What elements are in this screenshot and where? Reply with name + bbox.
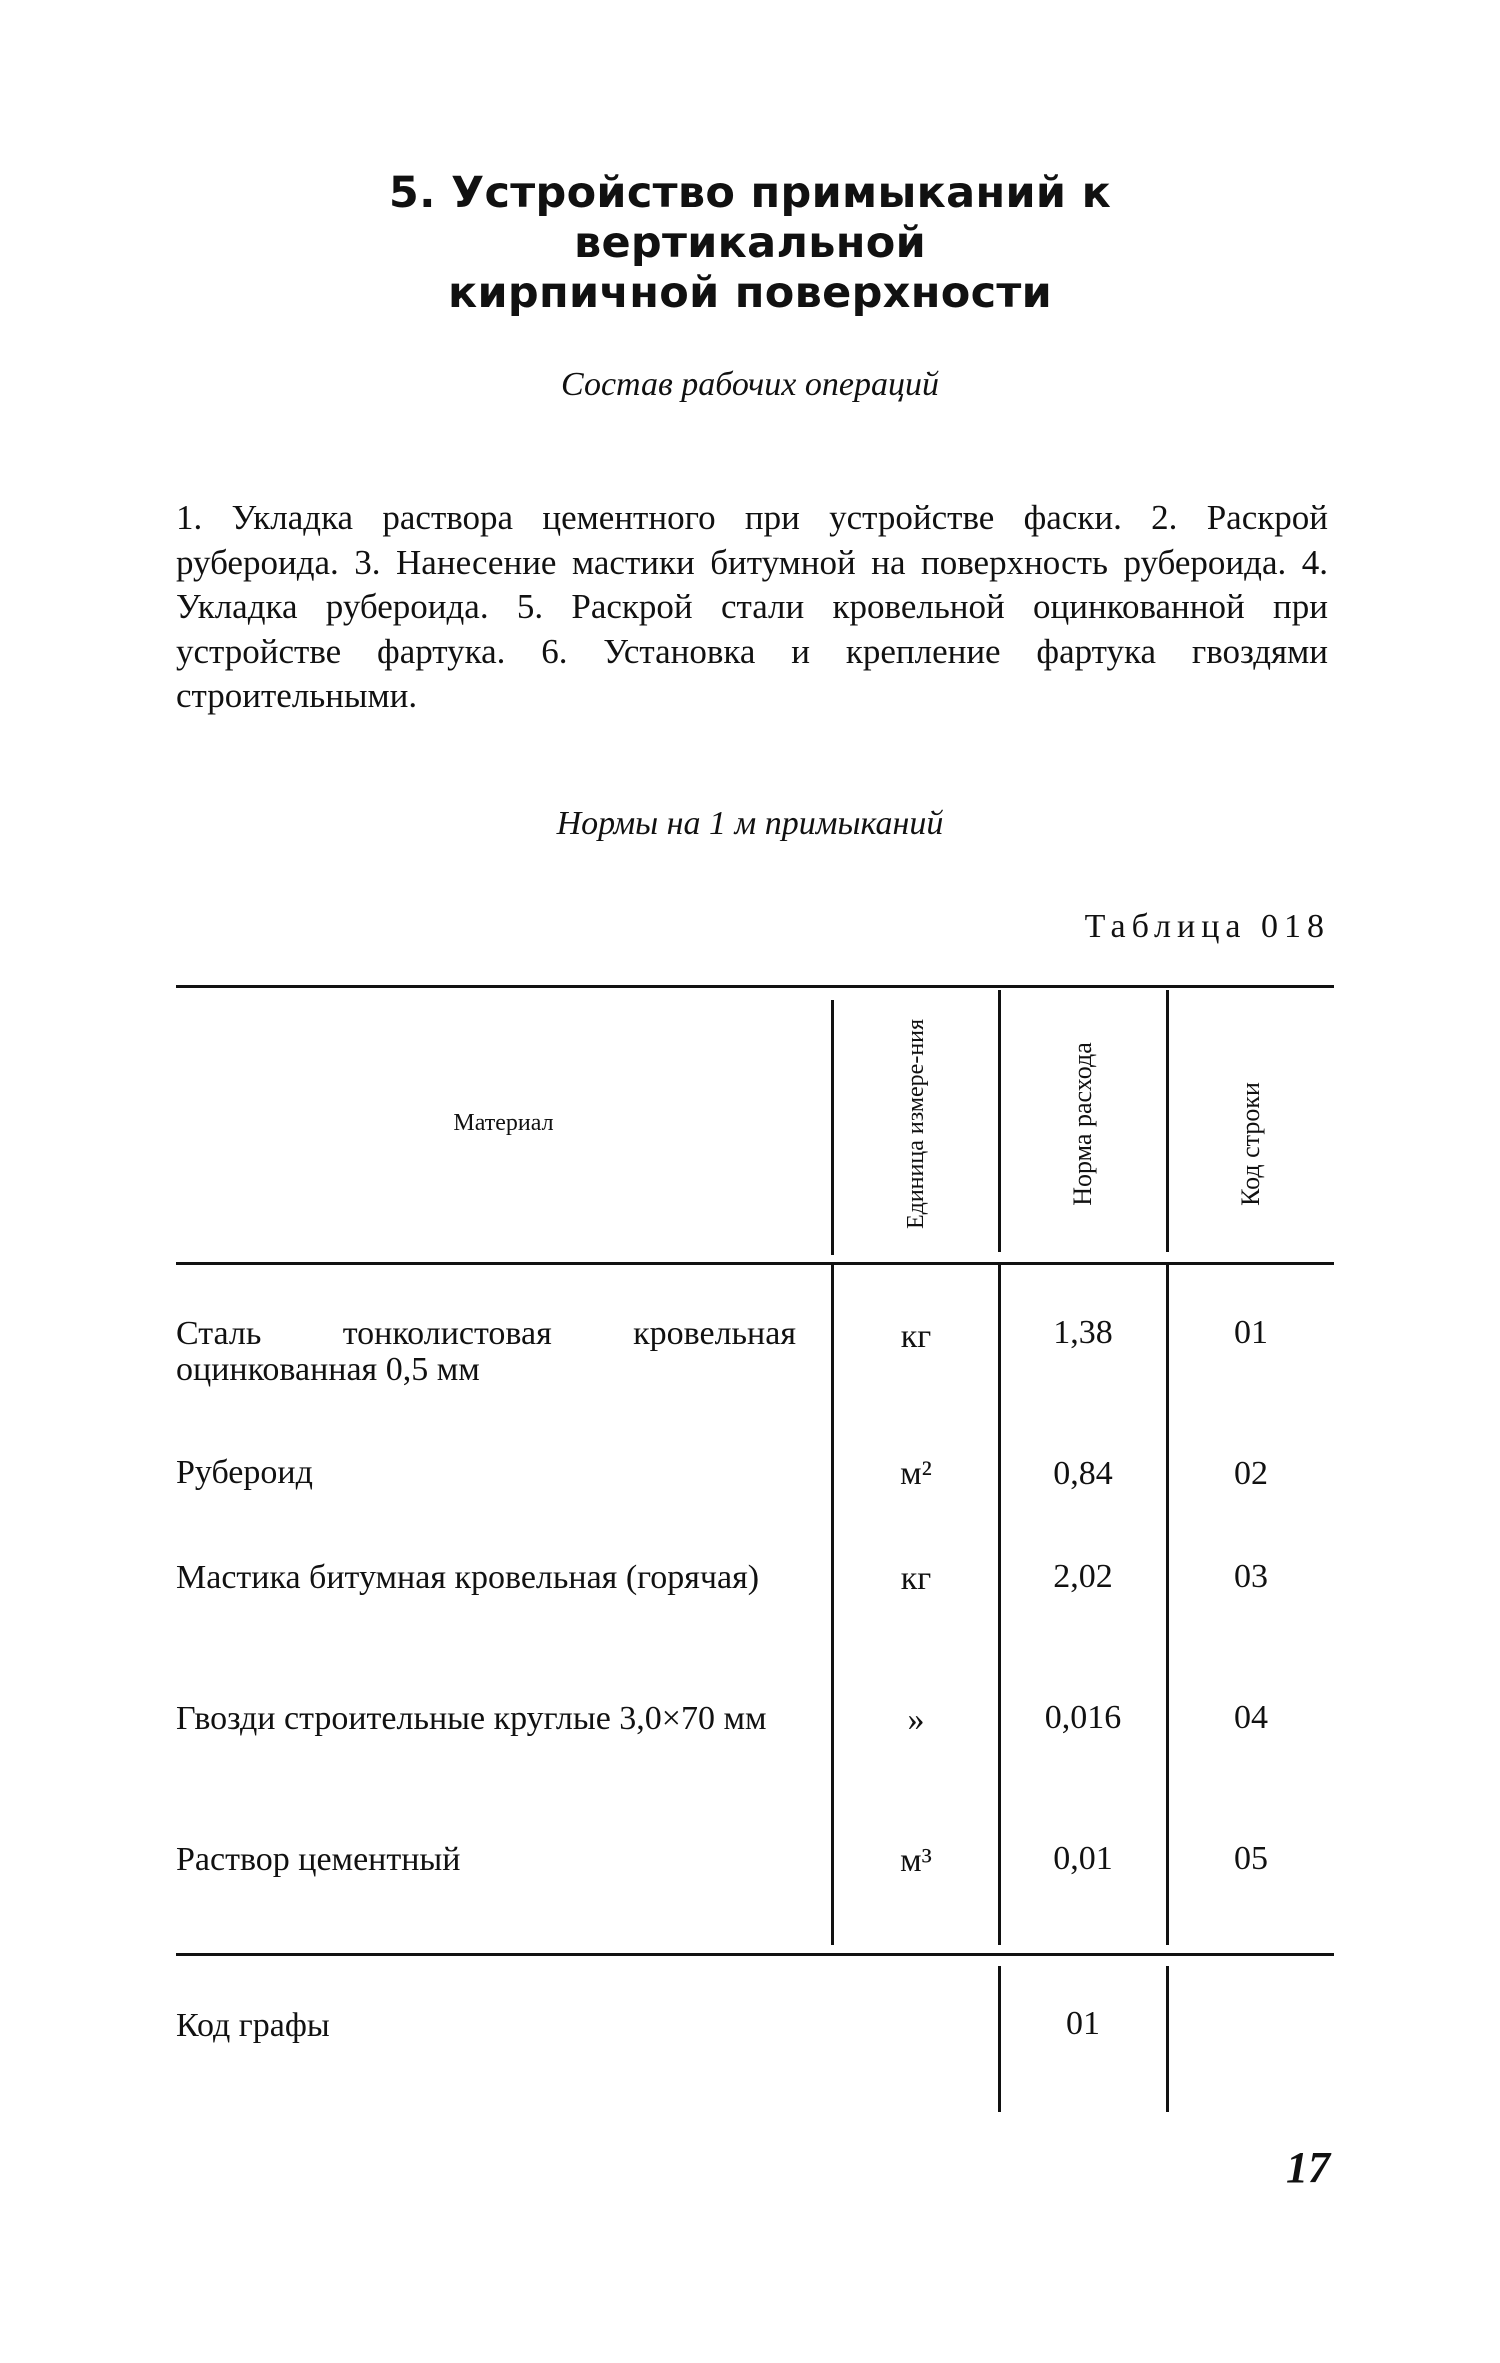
row-3-material: Мастика битумная кровельная (горячая): [176, 1559, 760, 1596]
table-bottom-rule: [176, 1953, 1334, 1956]
operations-title: Состав рабочих операций: [561, 366, 939, 403]
row-2-material: Рубероид: [176, 1454, 313, 1491]
row-4-unit: »: [907, 1701, 925, 1738]
page-number: 17: [1286, 2143, 1330, 2192]
section-heading: [250, 168, 1250, 318]
section-heading-line-2: кирпичной поверхности: [447, 268, 1053, 318]
row-1-norm: 1,38: [1053, 1314, 1113, 1351]
row-1-code: 01: [1234, 1314, 1268, 1351]
header-material: Материал: [453, 1110, 554, 1136]
body-divider-2: [998, 1265, 1001, 1945]
header-unit-cell: [836, 995, 996, 1257]
header-norm: Норма расхода: [1068, 1042, 1097, 1206]
table-header-rule: [176, 1262, 1334, 1265]
operations-text: 1. Укладка раствора цементного при устройстве фаски. 2. Раскрой рубероида. 3. Нанесение мастики битумной на поверхность рубероида. 4. Укладка рубероида. 5. Раскрой стали кровельной оцинкованной при устройстве фартука. 6. Установка и крепление фартука гвоздями строительными.: [176, 498, 1328, 715]
header-divider-2: [998, 990, 1001, 1252]
header-unit: Единица измере-ния: [903, 1018, 929, 1230]
row-4-norm: 0,016: [1044, 1699, 1122, 1736]
row-2-unit: м²: [900, 1455, 932, 1492]
norms-title: Нормы на 1 м примыканий: [556, 805, 944, 842]
row-2-norm: 0,84: [1053, 1455, 1113, 1492]
body-divider-3: [1166, 1265, 1169, 1945]
body-divider-1: [831, 1265, 834, 1945]
row-4-code: 04: [1234, 1699, 1268, 1736]
footer-divider-2: [1166, 1966, 1169, 2112]
footer-divider-1: [998, 1966, 1001, 2112]
row-4-material: Гвозди строительные круглые 3,0×70 мм: [176, 1700, 767, 1737]
row-5-material: Раствор цементный: [176, 1841, 461, 1878]
row-3-unit: кг: [900, 1560, 932, 1597]
header-code-cell: [1171, 995, 1331, 1257]
row-3-code: 03: [1234, 1558, 1268, 1595]
header-divider-1: [831, 1000, 834, 1255]
row-5-norm: 0,01: [1053, 1840, 1113, 1877]
row-3-norm: 2,02: [1053, 1558, 1113, 1595]
footer-label: Код графы: [176, 2007, 330, 2044]
table-label: Таблица 018: [1084, 908, 1330, 945]
footer-value: 01: [1066, 2005, 1100, 2042]
table-top-rule: [176, 985, 1334, 988]
row-2-code: 02: [1234, 1455, 1268, 1492]
header-code: Код строки: [1236, 1082, 1265, 1206]
header-divider-3: [1166, 990, 1169, 1252]
row-5-code: 05: [1234, 1840, 1268, 1877]
row-1-unit: кг: [900, 1318, 932, 1355]
header-norm-cell: [1003, 995, 1163, 1257]
row-5-unit: м³: [900, 1842, 932, 1879]
row-1-material: Сталь тонколистовая кровельная оцинкованная 0,5 мм: [176, 1315, 796, 1388]
section-heading-line-1: 5. Устройство примыканий к вертикальной: [388, 168, 1112, 268]
